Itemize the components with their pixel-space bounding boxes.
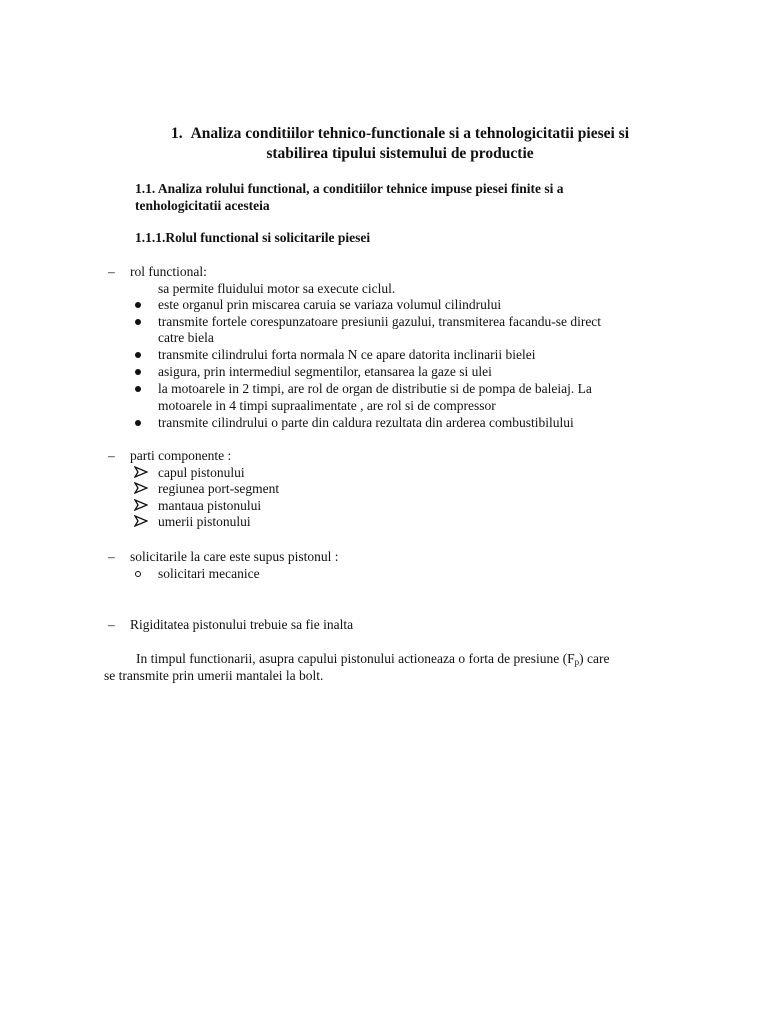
rol-bullet-continuation: catre biela [158,330,214,345]
rol-intro: sa permite fluidului motor sa execute ciclul. [158,281,396,296]
dash-marker: – [108,617,115,632]
dash-marker: – [108,264,115,279]
dash-marker: – [108,448,115,463]
rol-bullet: este organul prin miscarea caruia se variaza volumul cilindrului [158,297,502,312]
body-paragraph-line2: se transmite prin umerii mantalei la bolt. [104,668,324,683]
parti-item: umerii pistonului [158,514,251,529]
rol-label: rol functional: [130,264,207,279]
section-heading [135,180,655,214]
rol-bullet: asigura, prin intermediul segmentilor, etansarea la gaze si ulei [158,364,492,379]
bullet-dot-icon [135,352,141,358]
paragraph-text: ) care [579,651,610,666]
chapter-heading [120,124,680,164]
bullet-dot-icon [135,319,141,325]
parti-item: mantaua pistonului [158,498,262,513]
rol-bullet: transmite cilindrului forta normala N ce apare datorita inclinarii bielei [158,347,536,362]
bullet-dot-icon [135,420,141,426]
circle-bullet-icon [135,571,141,577]
parti-item: capul pistonului [158,465,245,480]
bullet-dot-icon [135,369,141,375]
section-heading-line2: tenhologicitatii acesteia [135,198,270,213]
rol-bullet: la motoarele in 2 timpi, are rol de organ de distributie si de pompa de baleiaj. La [158,381,592,396]
arrow-bullet-icon [134,499,148,511]
rol-bullet-continuation: motoarele in 4 timpi supraalimentate , are rol si de compressor [158,398,496,413]
bullet-dot-icon [135,386,141,392]
chapter-title-line2: stabilirea tipului sistemului de productie [266,145,534,162]
arrow-bullet-icon [134,482,148,494]
force-subscript: p [574,657,580,667]
parti-item: regiunea port-segment [158,481,280,496]
rol-bullet: transmite cilindrului o parte din caldura rezultata din arderea combustibilului [158,415,574,430]
chapter-number: 1. [170,125,183,142]
solicitari-label: solicitarile la care este supus pistonul : [130,549,339,564]
subsection-heading: 1.1.1.Rolul functional si solicitarile piesei [135,230,371,245]
arrow-bullet-icon [134,515,148,527]
dash-marker: – [108,549,115,564]
solicitari-item: solicitari mecanice [158,566,260,581]
rigiditate-label: Rigiditatea pistonului trebuie sa fie inalta [130,617,354,632]
parti-label: parti componente : [130,448,232,463]
rol-bullet: transmite fortele corespunzatoare presiunii gazului, transmiterea facandu-se direct [158,314,602,329]
bullet-dot-icon [135,302,141,308]
chapter-title-line1: Analiza conditiilor tehnico-functionale si a tehnologicitatii piesei si [190,125,630,142]
section-heading-line1: 1.1. Analiza rolului functional, a conditiilor tehnice impuse piesei finite si a [135,181,564,196]
arrow-bullet-icon [134,466,148,478]
paragraph-text: In timpul functionarii, asupra capului pistonului actioneaza o forta de presiune (F [136,651,575,666]
